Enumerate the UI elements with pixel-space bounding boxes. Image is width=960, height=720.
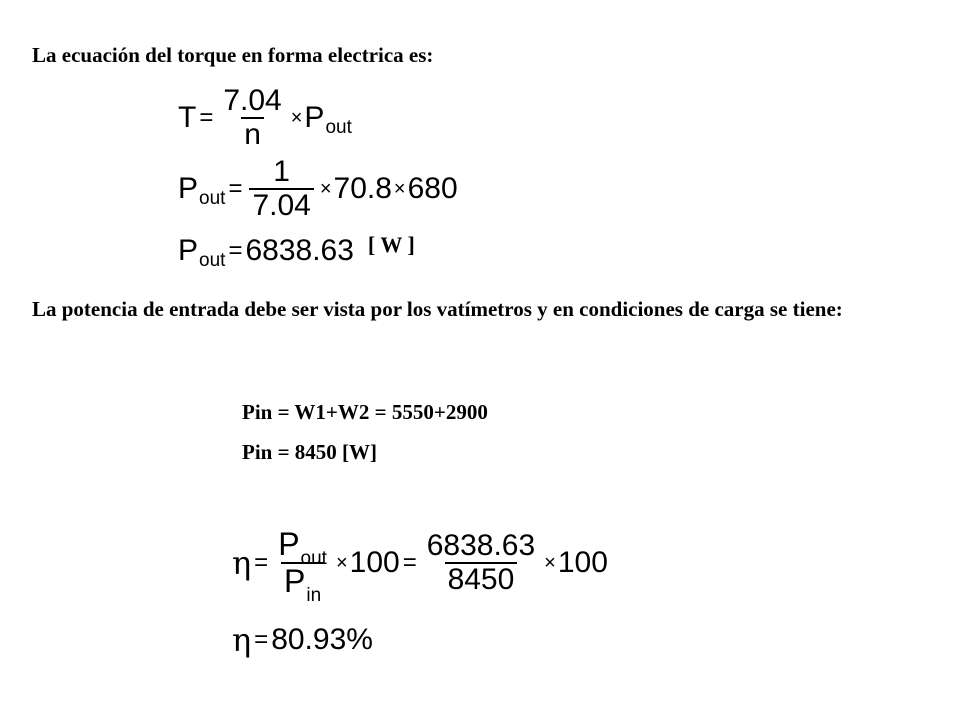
pin-subscript: in [306,585,322,606]
fraction [249,157,313,221]
pin-line-1: Pin = W1+W2 = 5550+2900 [242,400,488,424]
pout-symbol: P [178,172,199,205]
numerator: 7.04 [223,84,282,117]
denominator: n [241,117,264,150]
equals-sign: = [199,104,214,131]
denominator: 8450 [445,562,518,595]
pout-subscript: out [199,249,226,271]
pout-result [178,232,415,271]
numerator [275,526,330,569]
efficiency-equation [232,526,608,606]
times-sign: × [290,107,303,129]
numerator: 1 [273,155,290,188]
equals-sign: = [254,549,269,576]
hundred-value: 100 [349,546,400,579]
times-sign: × [393,178,406,200]
equals-sign: = [402,549,417,576]
pout-subscript: out [300,548,327,569]
pout-subscript: out [199,187,226,209]
eta-symbol: η [232,544,252,582]
factor-value: 680 [407,172,458,205]
equals-sign: = [254,626,269,653]
pout-symbol: P [304,101,325,134]
pout-equation [178,157,458,221]
torque-symbol: T [178,101,197,134]
pout-symbol: P [278,526,300,562]
times-sign: × [319,178,332,200]
torque-equation [178,86,352,150]
efficiency-value: 80.93% [271,623,373,656]
hundred-value: 100 [557,546,608,579]
times-sign: × [335,552,348,574]
paragraph: La potencia de entrada debe ser vista por los vatímetros y en condiciones de carga se tiene: [32,297,843,321]
denominator: 7.04 [249,188,313,221]
pout-subscript: out [325,116,352,138]
unit-label: [ W ] [367,232,415,257]
pout-value: 6838.63 [245,234,354,267]
pin-symbol: P [284,563,306,599]
pin-line-2: Pin = 8450 [W] [242,440,378,464]
equals-sign: = [228,175,243,202]
numerator: 6838.63 [426,529,536,562]
pout-symbol: P [178,234,199,267]
fraction [220,86,284,150]
equals-sign: = [228,237,243,264]
factor-value: 70.8 [333,172,392,205]
efficiency-result [232,621,373,659]
heading: La ecuación del torque en forma electrica es: [32,43,434,67]
times-sign: × [544,552,556,574]
fraction [275,526,330,606]
eta-symbol: η [232,621,252,659]
fraction [424,531,538,595]
